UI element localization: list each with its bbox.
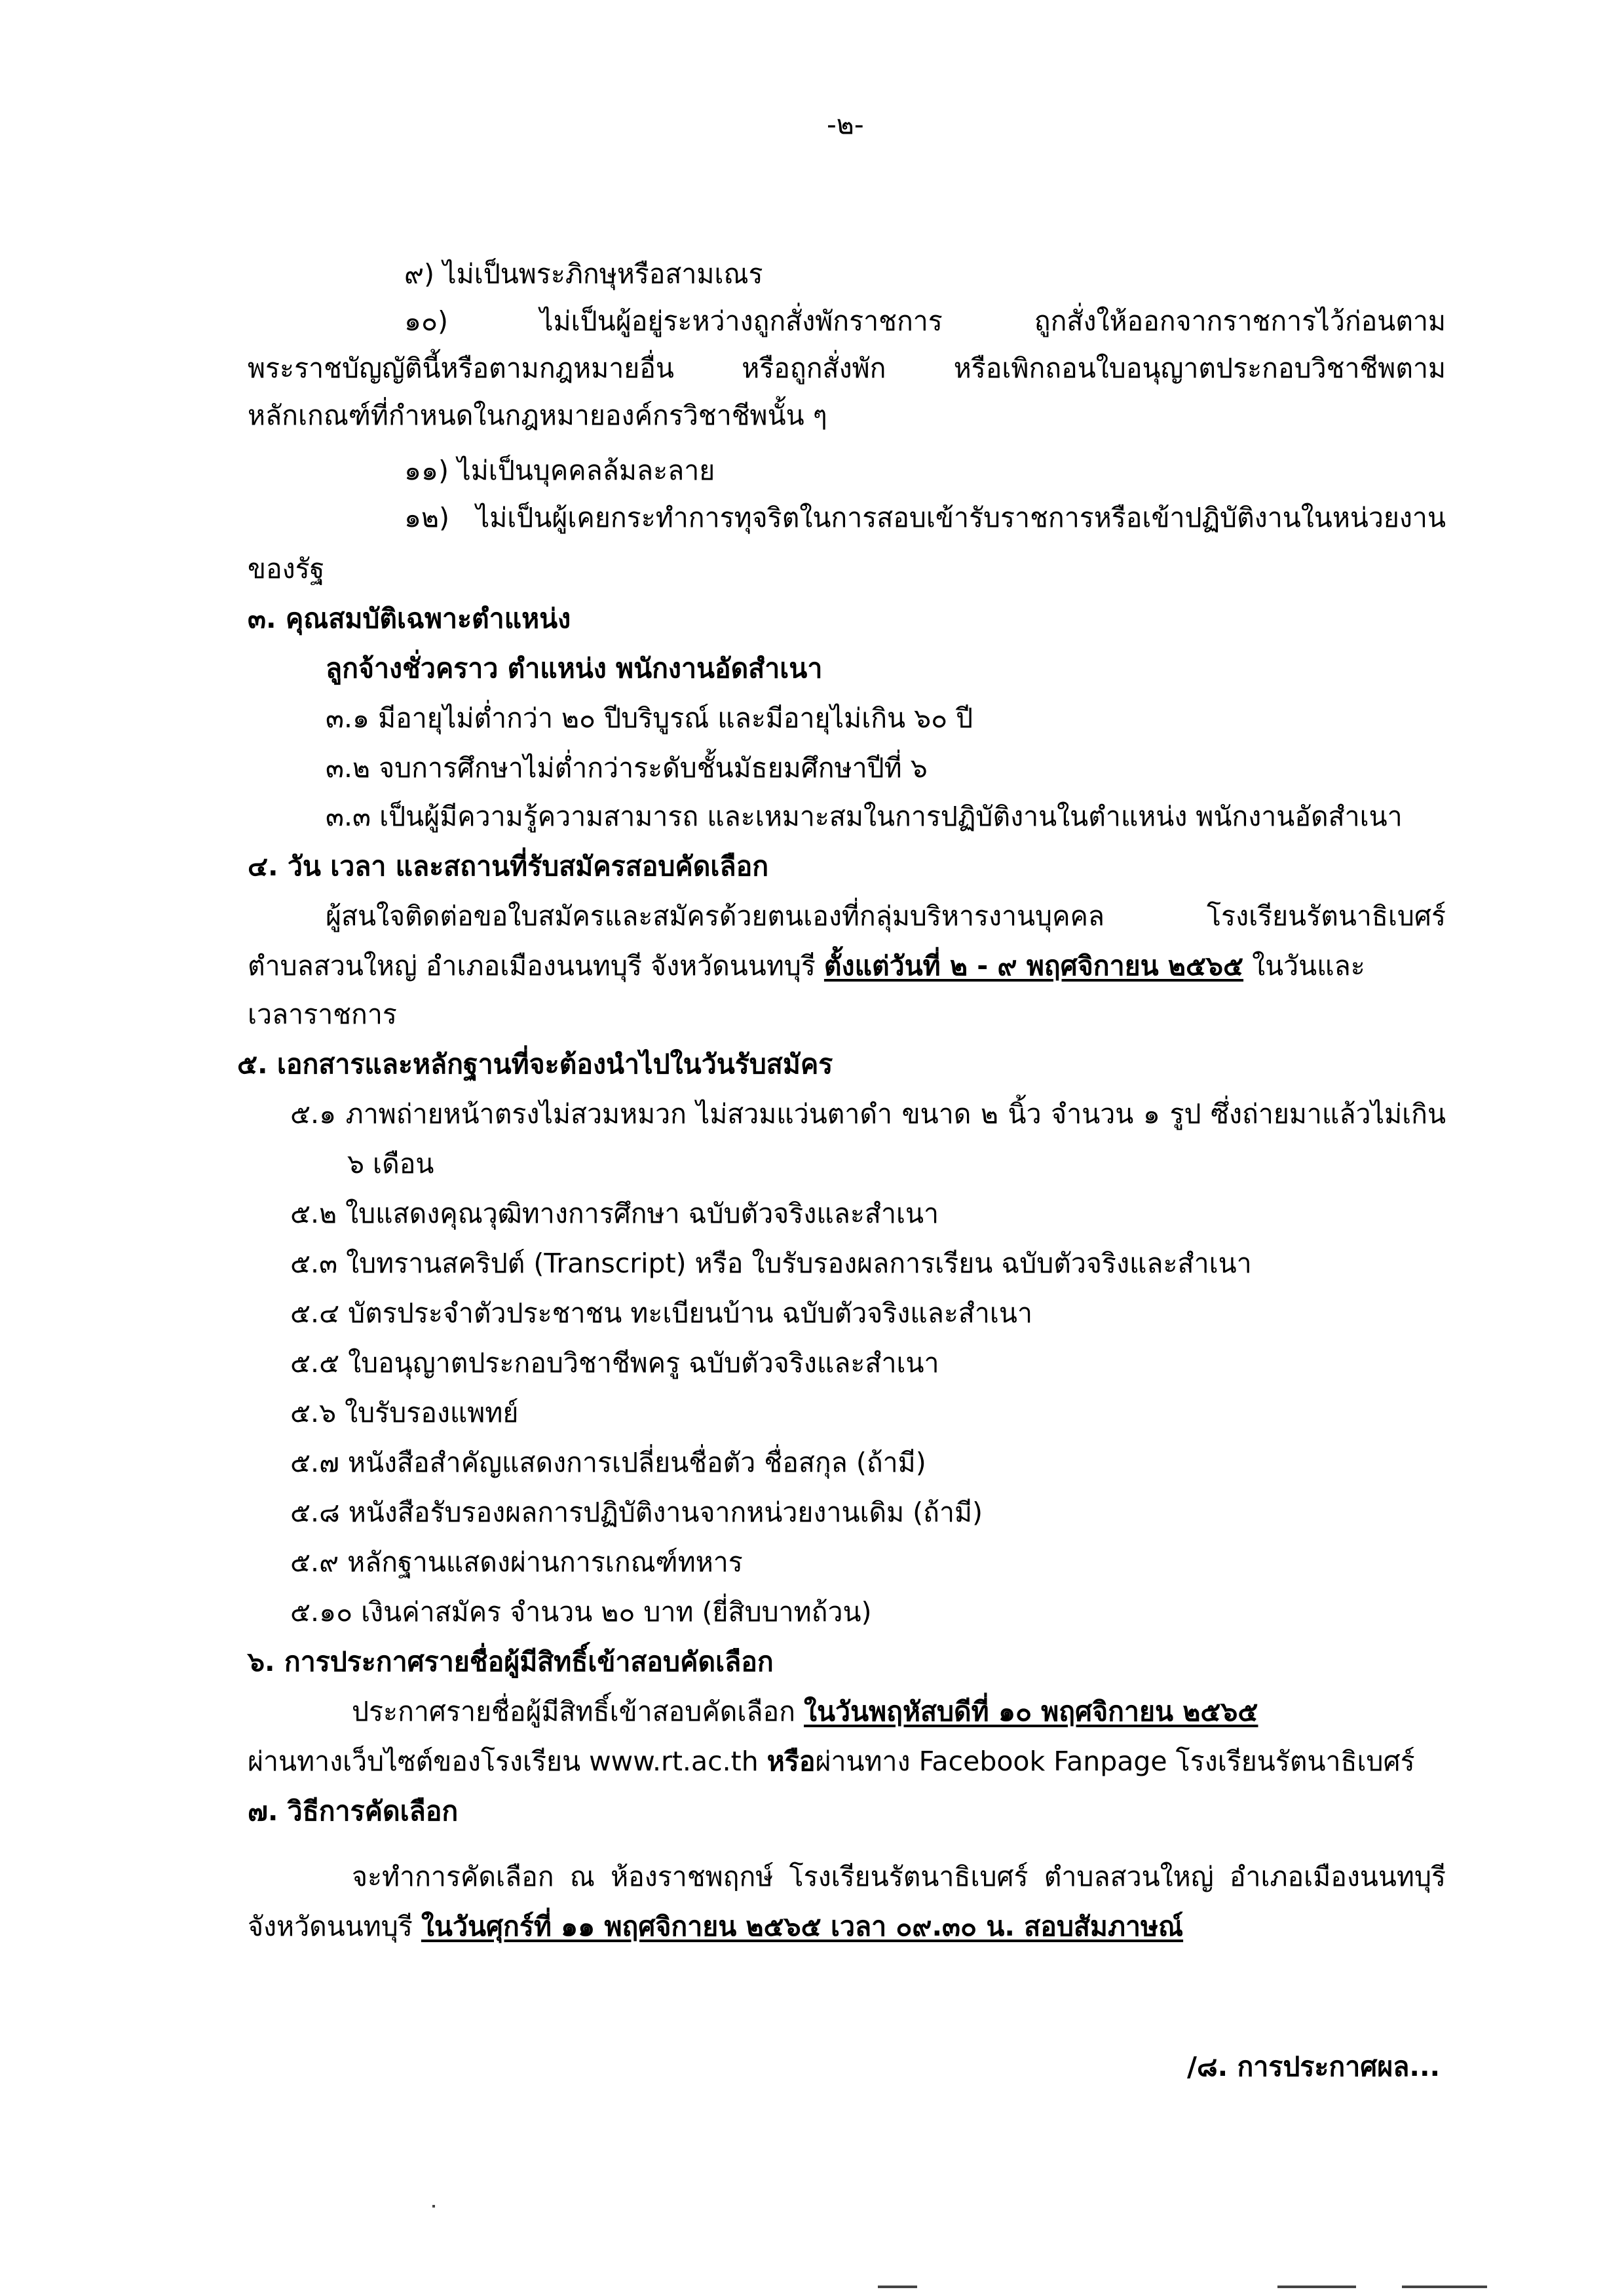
section-4-line-2 — [248, 947, 1446, 984]
item-10-line-1: ๑๐) ไม่เป็นผู้อยู่ระหว่างถูกสั่งพักราชการ ถูกสั่งให้ออกจากราชการไว้ก่อนตาม — [404, 305, 1446, 337]
section-5-heading: ๕. เอกสารและหลักฐานที่จะต้องนำไปในวันรับสมัคร — [237, 1048, 833, 1080]
section-5-item-8: ๕.๘ หนังสือรับรองผลการปฏิบัติงานจากหน่วยงานเดิม (ถ้ามี) — [290, 1497, 983, 1528]
section-6-or: หรือ — [766, 1746, 816, 1777]
section-5-item-1-line-1: ๕.๑ ภาพถ่ายหน้าตรงไม่สวมหมวก ไม่สวมแว่นตาดำ ขนาด ๒ นิ้ว จำนวน ๑ รูป ซึ่งถ่ายมาแล้วไม่เกิน — [290, 1098, 1446, 1130]
section-7-province: จังหวัดนนทบุรี — [248, 1911, 421, 1942]
section-5-item-2: ๕.๒ ใบแสดงคุณวุฒิทางการศึกษา ฉบับตัวจริงและสำเนา — [290, 1198, 939, 1229]
section-4-location: ตำบลสวนใหญ่ อำเภอเมืองนนทบุรี จังหวัดนนทบุรี — [248, 950, 824, 982]
section-5-item-5: ๕.๕ ใบอนุญาตประกอบวิชาชีพครู ฉบับตัวจริงและสำเนา — [290, 1347, 939, 1379]
section-7-line-1: จะทำการคัดเลือก ณ ห้องราชพฤกษ์ โรงเรียนรัตนาธิเบศร์ ตำบลสวนใหญ่ อำเภอเมืองนนทบุรี — [352, 1861, 1446, 1892]
section-4-line-1: ผู้สนใจติดต่อขอใบสมัครและสมัครด้วยตนเองที่กลุ่มบริหารงานบุคคล โรงเรียนรัตนาธิเบศร์ — [326, 900, 1446, 932]
section-7-datetime: ในวันศุกร์ที่ ๑๑ พฤศจิกายน ๒๕๖๕ เวลา ๐๙.๓๐ น. สอบสัมภาษณ์ — [421, 1911, 1184, 1942]
section-6-line-2 — [248, 1743, 1415, 1780]
page-number: -๒- — [827, 109, 864, 140]
section-5-item-10: ๕.๑๐ เงินค่าสมัคร จำนวน ๒๐ บาท (ยี่สิบบาทถ้วน) — [290, 1596, 872, 1628]
item-11: ๑๑) ไม่เป็นบุคคลล้มละลาย — [404, 455, 715, 486]
section-4-heading: ๔. วัน เวลา และสถานที่รับสมัครสอบคัดเลือก — [248, 851, 769, 882]
section-6-line-1 — [352, 1693, 1446, 1730]
item-10-line-3: หลักเกณฑ์ที่กำหนดในกฎหมายองค์กรวิชาชีพนั้น ๆ — [248, 400, 827, 431]
section-4-line-3: เวลาราชการ — [248, 999, 397, 1030]
section-5-item-9: ๕.๙ หลักฐานแสดงผ่านการเกณฑ์ทหาร — [290, 1546, 743, 1578]
section-4-line-2-end: ในวันและ — [1243, 950, 1365, 982]
section-5-item-4: ๕.๔ บัตรประจำตัวประชาชน ทะเบียนบ้าน ฉบับตัวจริงและสำเนา — [290, 1297, 1032, 1329]
section-7-line-2 — [248, 1908, 1183, 1945]
scan-speck — [878, 2286, 917, 2288]
section-3-position: ลูกจ้างชั่วคราว ตำแหน่ง พนักงานอัดสำเนา — [326, 653, 823, 684]
item-12-line-1: ๑๒) ไม่เป็นผู้เคยกระทำการทุจริตในการสอบเข้ารับราชการหรือเข้าปฏิบัติงานในหน่วยงาน — [404, 502, 1446, 533]
item-10-line-2: พระราชบัญญัตินี้หรือตามกฎหมายอื่น หรือถูกสั่งพัก หรือเพิกถอนใบอนุญาตประกอบวิชาชีพตาม — [248, 353, 1446, 384]
section-6-facebook: ผ่านทาง Facebook Fanpage โรงเรียนรัตนาธิเบศร์ — [815, 1746, 1415, 1777]
item-12-line-2: ของรัฐ — [248, 553, 325, 584]
section-6-text: ประกาศรายชื่อผู้มีสิทธิ์เข้าสอบคัดเลือก — [352, 1696, 804, 1727]
section-3-item-3: ๓.๓ เป็นผู้มีความรู้ความสามารถ และเหมาะสมในการปฏิบัติงานในตำแหน่ง พนักงานอัดสำเนา — [326, 801, 1403, 832]
section-3-heading: ๓. คุณสมบัติเฉพาะตำแหน่ง — [248, 603, 571, 634]
section-5-item-3: ๕.๓ ใบทรานสคริปต์ (Transcript) หรือ ใบรับรองผลการเรียน ฉบับตัวจริงและสำเนา — [290, 1248, 1252, 1279]
scan-speck — [1402, 2286, 1487, 2288]
section-6-date: ในวันพฤหัสบดีที่ ๑๐ พฤศจิกายน ๒๕๖๕ — [804, 1696, 1258, 1727]
section-3-item-1: ๓.๑ มีอายุไม่ต่ำกว่า ๒๐ ปีบริบูรณ์ และมีอายุไม่เกิน ๖๐ ปี — [326, 702, 973, 734]
section-5-item-6: ๕.๖ ใบรับรองแพทย์ — [290, 1397, 519, 1428]
section-5-item-7: ๕.๗ หนังสือสำคัญแสดงการเปลี่ยนชื่อตัว ชื่อสกุล (ถ้ามี) — [290, 1447, 926, 1478]
section-3-item-2: ๓.๒ จบการศึกษาไม่ต่ำกว่าระดับชั้นมัธยมศึกษาปีที่ ๖ — [326, 752, 928, 784]
section-5-item-1-line-2: ๖ เดือน — [347, 1148, 434, 1179]
section-6-website: ผ่านทางเว็บไซต์ของโรงเรียน www.rt.ac.th — [248, 1746, 767, 1777]
scan-speck — [1277, 2286, 1356, 2288]
section-7-heading: ๗. วิธีการคัดเลือก — [248, 1795, 459, 1827]
section-6-heading: ๖. การประกาศรายชื่อผู้มีสิทธิ์เข้าสอบคัดเลือก — [248, 1646, 774, 1677]
scan-speck — [432, 2205, 435, 2208]
item-9: ๙) ไม่เป็นพระภิกษุหรือสามเณร — [404, 258, 763, 290]
next-page-marker: /๘. การประกาศผล... — [1187, 2051, 1441, 2082]
section-4-dates: ตั้งแต่วันที่ ๒ - ๙ พฤศจิกายน ๒๕๖๕ — [823, 950, 1244, 982]
